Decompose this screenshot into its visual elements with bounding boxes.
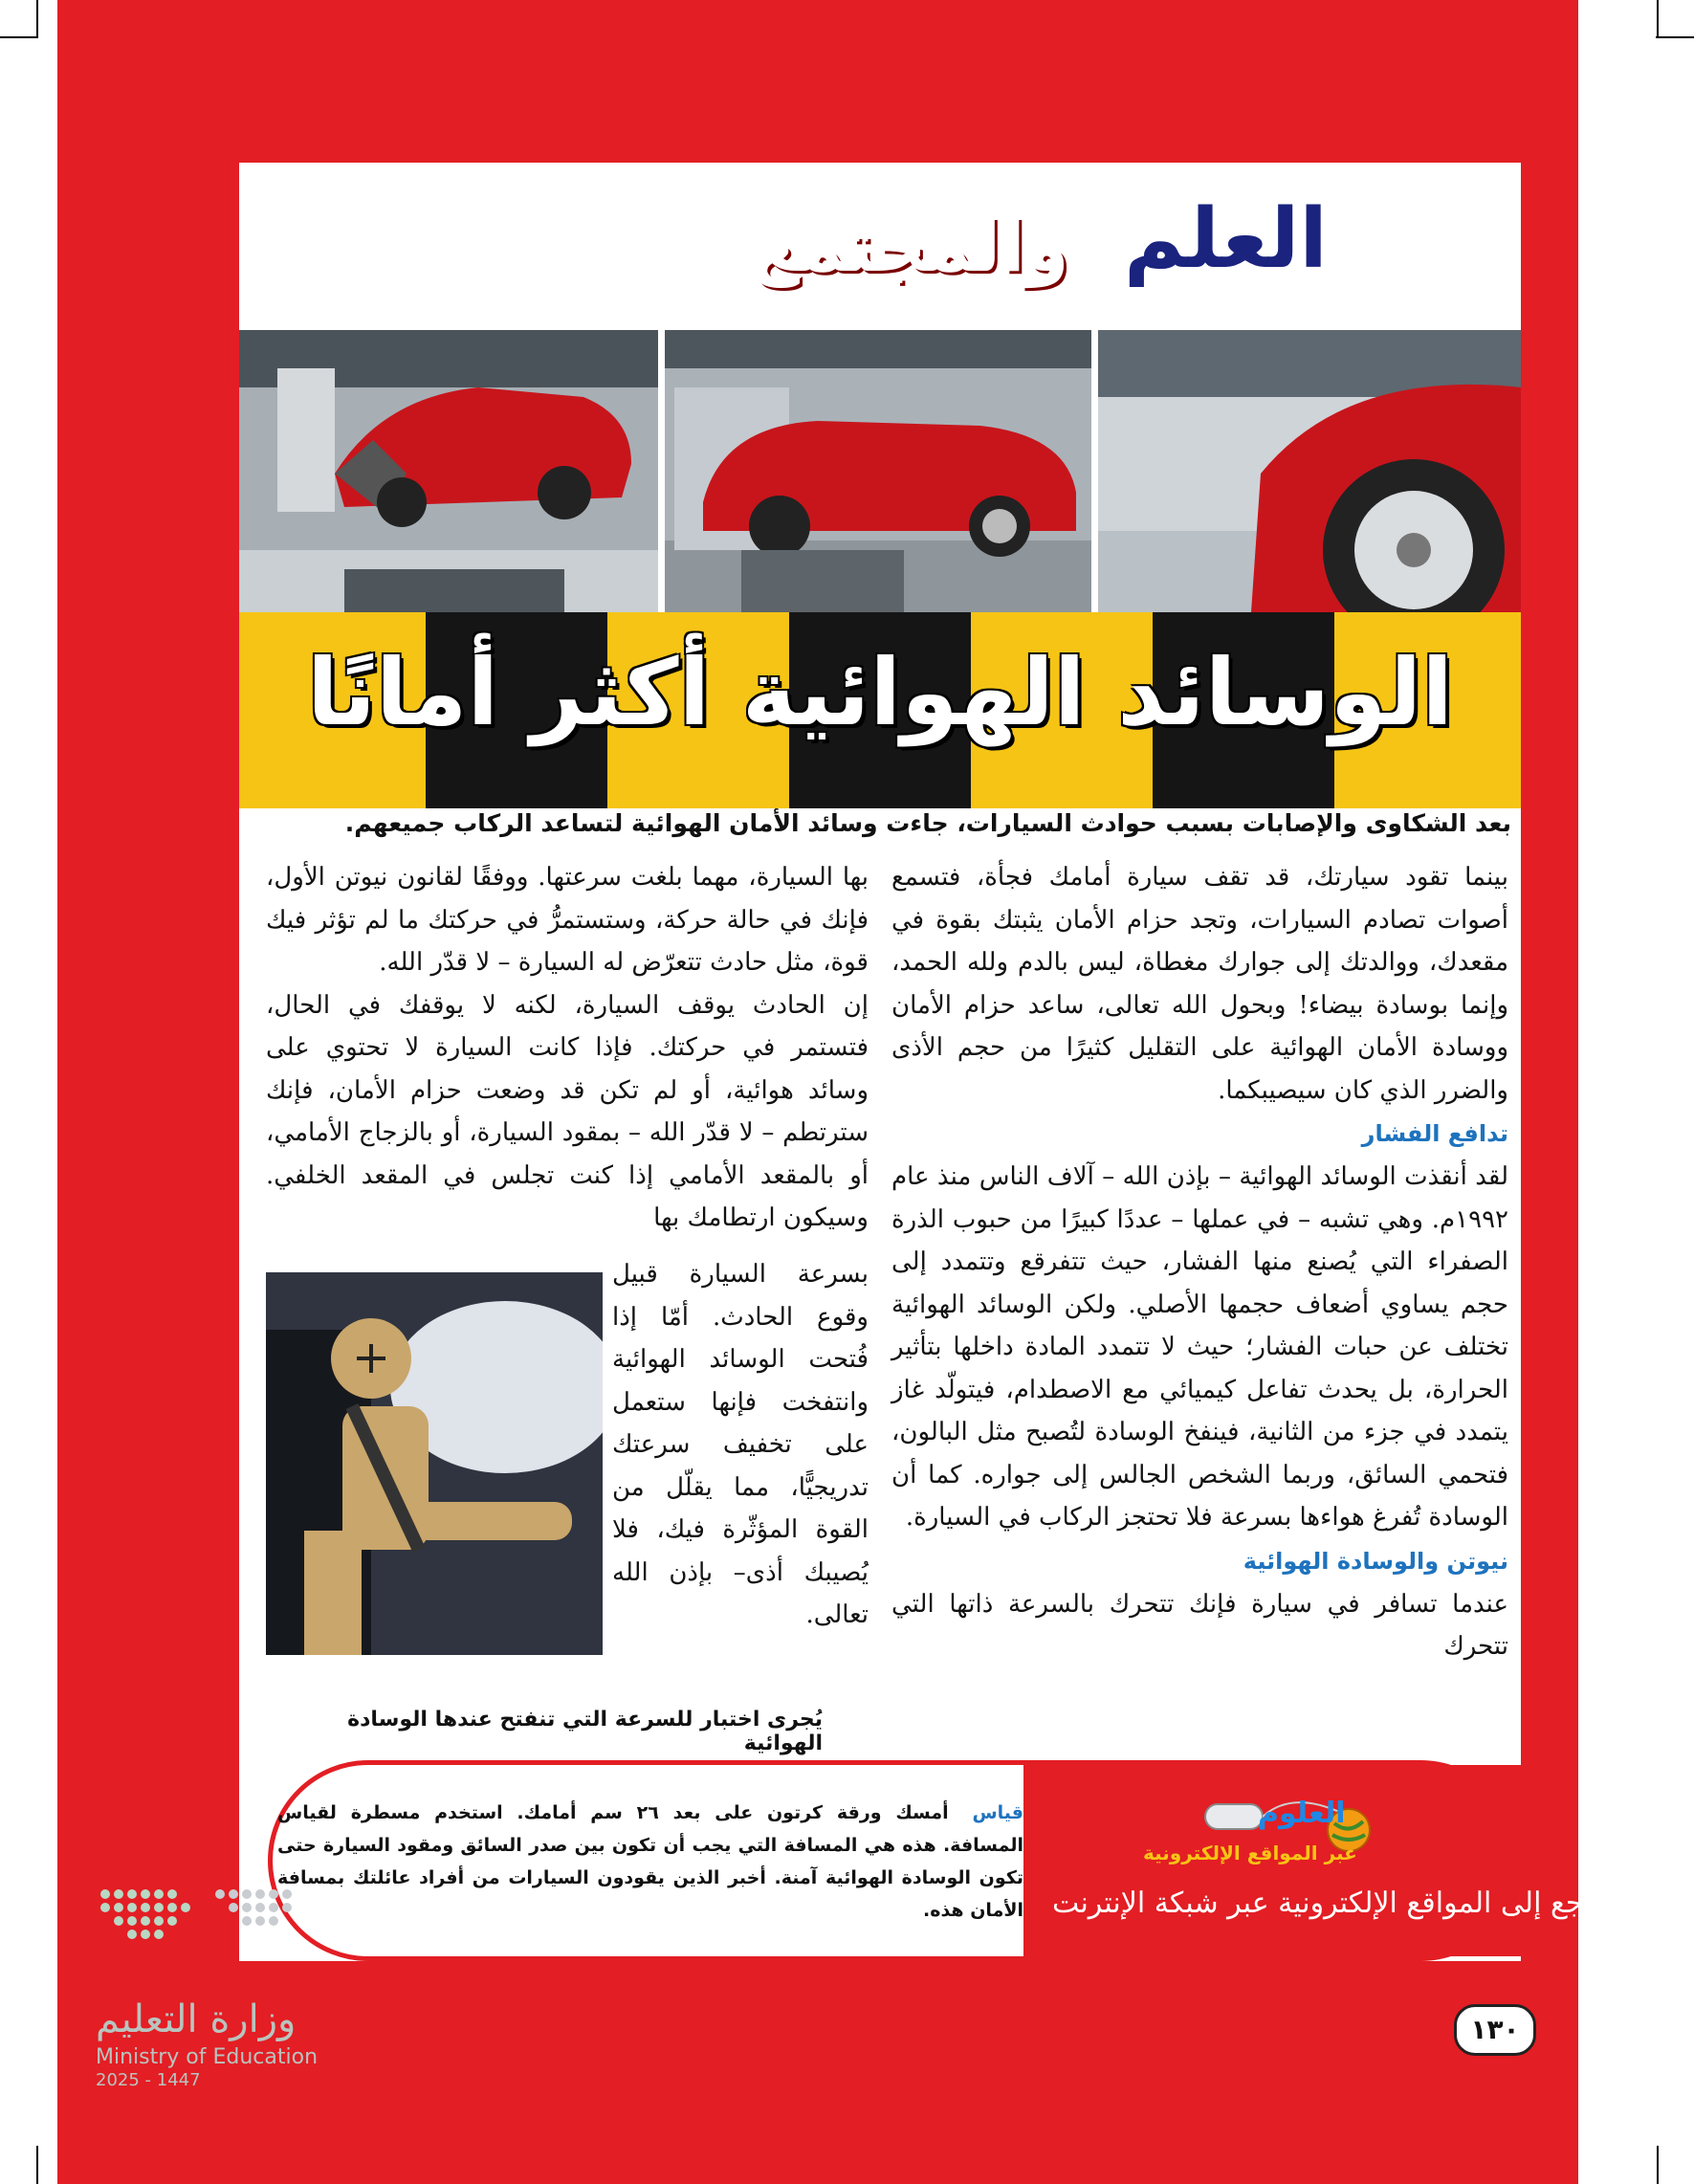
subhead-newton: نيوتن والوسادة الهوائية <box>1243 1547 1508 1575</box>
title-banner <box>239 612 1521 808</box>
page-number: ١٣٠ <box>1454 2004 1536 2056</box>
left-column-top <box>266 856 869 1240</box>
ministry-name-english: Ministry of Education <box>96 2045 319 2069</box>
paragraph: عندما تسافر في سيارة فإنك تتحرك بالسرعة ذاتها التي تتحرك <box>891 1589 1508 1661</box>
article-title: الوسائد الهوائية أكثر أمانًا <box>306 639 1454 746</box>
crop-mark <box>0 36 38 67</box>
lead-sentence: بعد الشكاوى والإصابات بسبب حوادث السيارات، جاءت وسائد الأمان الهوائية لتساعد الركاب جميعهم. <box>344 809 1511 837</box>
crash-photo-impact <box>665 330 1091 612</box>
crop-mark <box>1657 2146 1687 2184</box>
crash-dummy-photo <box>266 1272 603 1655</box>
online-instruction[interactable]: ارجع إلى المواقع الإلكترونية عبر شبكة الإنترنت <box>1052 1886 1606 1920</box>
paragraph: لقد أنقذت الوسائد الهوائية – بإذن الله – آلاف الناس منذ عام ١٩٩٢م. وهي تشبه – في عملها – عددًا كبيرًا من حبوب الذرة الصفراء التي يُصنع منها الفشار، حيث تتفرقع وتتمدد إلى حجم يساوي أضعاف حجمها الأصلي. ولكن الوسائد الهوائية تختلف عن حبات الفشار؛ حيث لا تتمدد المادة داخلها بتأثير الحرارة، بل يحدث تفاعل كيميائي مع الاصطدام، فيتولّد غاز يتمدد في جزء من الثانية، فينفخ الوسادة لتُصبح مثل البالون، فتحمي السائق، وربما الشخص الجالس إلى جواره. كما أن الوسادة تُفرغ هواءها بسرعة فلا تحتجز الركاب في السيارة. <box>891 1162 1508 1532</box>
ministry-logo-dots <box>96 1875 306 1990</box>
section-title-society: والمجتمع <box>751 206 1069 288</box>
ministry-year: 2025 - 1447 <box>96 2070 201 2090</box>
paragraph: بسرعة السيارة قبيل وقوع الحادث. أمّا إذا فُتحت الوسائد الهوائية وانتفخت فإنها ستعمل على تخفيف سرعتك تدريجيًّا، مما يقلّل من القوة المؤثّرة فيك، فلا يُصيبك أذى– بإذن الله تعالى. <box>612 1260 869 1629</box>
measurement-activity <box>277 1797 1023 1927</box>
activity-label: قياس <box>972 1802 1023 1823</box>
right-column <box>891 856 1508 1668</box>
crop-mark <box>1657 0 1687 38</box>
online-subheading: عبر المواقع الإلكترونية <box>1143 1842 1357 1864</box>
crash-photo-wheel <box>1098 330 1521 612</box>
crash-test-photos <box>239 330 1521 612</box>
photo-caption: يُجرى اختبار للسرعة التي تنفتح عندها الوسادة الهوائية <box>347 1708 823 1755</box>
crop-mark <box>1656 36 1694 67</box>
paragraph: بها السيارة، مهما بلغت سرعتها. ووفقًا لقانون نيوتن الأول، فإنك في حالة حركة، وستستمرُّ في حركتك ما لم تؤثر فيك قوة، مثل حادث تتعرّض له السيارة – لا قدّر الله. <box>266 863 869 977</box>
online-heading: العلوم <box>1258 1797 1346 1830</box>
crash-photo-wreck <box>239 330 658 612</box>
left-column-wrap <box>612 1253 869 1637</box>
section-title-science: العلم <box>1124 191 1328 287</box>
activity-text: أمسك ورقة كرتون على بعد ٢٦ سم أمامك. استخدم مسطرة لقياس المسافة. هذه هي المسافة التي يجب أن تكون بين صدر السائق ومقود السيارة حتى تكون الوسادة الهوائية آمنة. أخبر الذين يقودون السيارات من أفراد عائلتك بمسافة الأمان هذه. <box>277 1802 1023 1921</box>
paragraph: بينما تقود سيارتك، قد تقف سيارة أمامك فجأة، فتسمع أصوات تصادم السيارات، وتجد حزام الأمان يثبتك بقوة في مقعدك، ووالدتك إلى جوارك مغطاة، ليس بالدم ولله الحمد، وإنما بوسادة بيضاء! وبحول الله تعالى، ساعد حزام الأمان ووسادة الأمان الهوائية على التقليل كثيرًا من حجم الأذى والضرر الذي كان سيصيبكما. <box>891 863 1508 1105</box>
subhead-popcorn: تدافع الفشار <box>1361 1120 1508 1147</box>
ministry-name-arabic: وزارة التعليم <box>96 1997 297 2041</box>
paragraph: إن الحادث يوقف السيارة، لكنه لا يوقفك في الحال، فتستمر في حركتك. فإذا كانت السيارة لا تحتوي على وسائد هوائية، أو لم تكن قد وضعت حزام الأمان، فإنك سترتطم – لا قدّر الله – بمقود السيارة، أو بالزجاج الأمامي، أو بالمقعد الأمامي إذا كنت تجلس في المقعد الخلفي. وسيكون ارتطامك بها <box>266 990 869 1232</box>
